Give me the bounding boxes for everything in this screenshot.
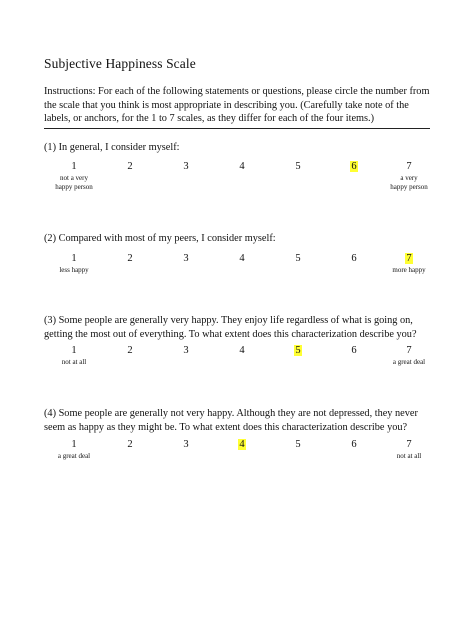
scale-option-label: 4	[239, 161, 245, 172]
scale-option-4[interactable]	[230, 253, 254, 265]
scale-option-2[interactable]	[118, 345, 142, 357]
scale-option-4[interactable]	[230, 439, 254, 451]
scale-option-2[interactable]	[118, 439, 142, 451]
scale-option-label: 2	[127, 345, 133, 356]
high-anchor-label: more happy	[392, 266, 426, 274]
scale-option-label: 7	[406, 253, 412, 264]
instructions-text: Instructions: For each of the following statements or questions, please circle the number from the scale that you think is most appropriate in describing you. (Carefully take note of the labels, or anchors, for the 1 to 7 scales, as they differ for each of the four items.)	[44, 86, 430, 124]
scale-option-6[interactable]	[342, 439, 366, 451]
scale-option-label: 1	[71, 253, 77, 264]
scale-option-label: 7	[406, 439, 412, 450]
scale-option-label: 1	[71, 161, 77, 172]
low-anchor-label: not a very happy person	[55, 174, 93, 191]
scale-option-3[interactable]	[174, 161, 198, 173]
scale-option-4[interactable]	[230, 345, 254, 357]
scale-option-5[interactable]	[286, 439, 310, 451]
high-anchor-label: a very happy person	[390, 174, 428, 191]
low-anchor-label: not at all	[61, 358, 87, 366]
scale-option-1[interactable]	[62, 345, 86, 357]
scale-option-label: 1	[71, 439, 77, 450]
scale-option-label: 3	[183, 439, 189, 450]
rating-scale-1	[0, 161, 474, 201]
scale-option-5[interactable]	[286, 161, 310, 173]
scale-option-label: 6	[351, 439, 357, 450]
scale-option-label: 5	[295, 439, 301, 450]
high-anchor-label: a great deal	[392, 358, 426, 366]
scale-option-1[interactable]	[62, 439, 86, 451]
scale-option-label: 1	[71, 345, 77, 356]
question-1: (1) In general, I consider myself:	[44, 142, 180, 153]
scale-option-7[interactable]	[397, 345, 421, 357]
scale-option-label: 6	[351, 345, 357, 356]
question-3: (3) Some people are generally very happy. They enjoy life regardless of what is going on, getting the most out of everything. To what extent does this characterization describe you?	[44, 315, 417, 340]
low-anchor-label: less happy	[59, 266, 89, 274]
question-2: (2) Compared with most of my peers, I consider myself:	[44, 233, 276, 244]
divider-line	[44, 128, 430, 129]
scale-option-label: 5	[295, 345, 301, 356]
scale-option-3[interactable]	[174, 345, 198, 357]
rating-scale-3	[0, 345, 474, 385]
page-title: Subjective Happiness Scale	[44, 56, 196, 71]
scale-option-6[interactable]	[342, 345, 366, 357]
rating-scale-4	[0, 439, 474, 479]
high-anchor-label: not at all	[396, 452, 422, 460]
scale-option-3[interactable]	[174, 253, 198, 265]
scale-option-label: 2	[127, 253, 133, 264]
scale-option-2[interactable]	[118, 253, 142, 265]
scale-option-label: 3	[183, 161, 189, 172]
scale-option-label: 7	[406, 345, 412, 356]
scale-option-7[interactable]	[397, 439, 421, 451]
scale-option-6[interactable]	[342, 161, 366, 173]
scale-option-label: 5	[295, 161, 301, 172]
scale-option-label: 6	[351, 253, 357, 264]
question-4: (4) Some people are generally not very happy. Although they are not depressed, they never seem as happy as they might be. To what extent does this characterization describe you?	[44, 408, 418, 433]
scale-option-7[interactable]	[397, 161, 421, 173]
scale-option-label: 4	[239, 345, 245, 356]
scale-option-label: 7	[406, 161, 412, 172]
scale-option-6[interactable]	[342, 253, 366, 265]
scale-option-label: 4	[239, 253, 245, 264]
scale-option-label: 6	[351, 161, 357, 172]
scale-option-label: 3	[183, 345, 189, 356]
scale-option-1[interactable]	[62, 161, 86, 173]
scale-option-4[interactable]	[230, 161, 254, 173]
scale-option-7[interactable]	[397, 253, 421, 265]
scale-option-2[interactable]	[118, 161, 142, 173]
rating-scale-2	[0, 253, 474, 293]
scale-option-5[interactable]	[286, 253, 310, 265]
low-anchor-label: a great deal	[57, 452, 91, 460]
scale-option-5[interactable]	[286, 345, 310, 357]
scale-option-1[interactable]	[62, 253, 86, 265]
scale-option-label: 2	[127, 439, 133, 450]
scale-option-label: 3	[183, 253, 189, 264]
scale-option-label: 2	[127, 161, 133, 172]
scale-option-label: 5	[295, 253, 301, 264]
scale-option-label: 4	[239, 439, 245, 450]
scale-option-3[interactable]	[174, 439, 198, 451]
